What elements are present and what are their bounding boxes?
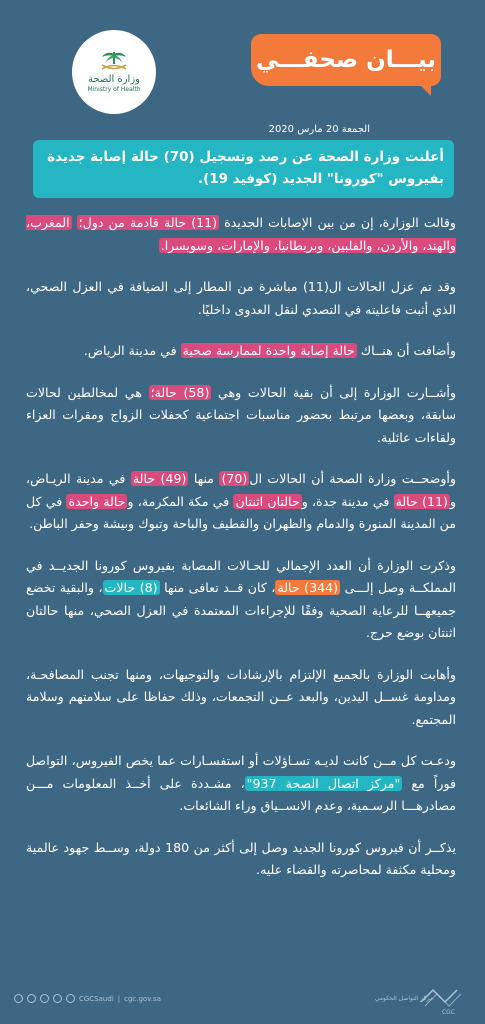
paragraph-9: يذكــر أن فيروس كورونا الجديد وصل إلى أكثر من 180 دولة، وســط جهود عالمية ومحلية مكثفة لمحاصرته والقضاء عليه. <box>26 839 456 877</box>
text-run: وأضافت أن هنــاك <box>356 343 456 358</box>
paragraph-5 <box>26 468 456 536</box>
text-run: في مدينة جدة، و <box>301 493 394 509</box>
instagram-icon[interactable] <box>40 994 49 1003</box>
cgc-abbr: CGC <box>441 1009 455 1016</box>
highlight-orange: (344) حالة <box>277 580 339 595</box>
ministry-of-health-logo <box>72 30 156 114</box>
highlight-pink: (58) حالة؛ <box>150 384 210 400</box>
highlight-pink: (11) حالة <box>395 493 448 509</box>
cgc-logo <box>415 982 467 1016</box>
text-run: في مكة المكرمة، و <box>127 493 234 509</box>
youtube-icon[interactable] <box>53 994 62 1003</box>
highlight-pink: حالة واحدة <box>68 493 126 509</box>
paragraph-1 <box>26 212 456 257</box>
twitter-icon[interactable] <box>14 994 23 1003</box>
highlight-pink: (11) حالة قادمة من دول؛ <box>78 215 218 230</box>
text-run: وذكرت الوزارة أن العدد الإجمالي للحـالات المصابة بفيروس كورونا الجديــد في المملكــة وصل إلـــى <box>26 557 457 595</box>
highlight-teal: "مركز اتصال الصحة 937" <box>246 775 401 791</box>
highlight-pink: حالتان اثنتان <box>235 493 300 509</box>
facebook-icon[interactable] <box>27 994 36 1003</box>
page-title: بيـــان صحفـــي <box>255 47 437 73</box>
logo-arabic-text: وزارة الصحة <box>88 74 140 85</box>
text-run: وأشــارت الوزارة إلى أن بقية الحالات وهي <box>211 384 456 400</box>
logo-english-text: Ministry of Health <box>87 86 141 93</box>
paragraph-4 <box>26 382 456 450</box>
text-run: وقالت الوزارة، إن من بين الإصابات الجديدة <box>219 215 456 230</box>
press-release-title-badge <box>251 34 441 86</box>
text-run: في مدينة الرياض. <box>83 343 181 358</box>
release-date: الجمعة 20 مارس 2020 <box>268 124 370 135</box>
highlight-pink: (49) حالة <box>132 471 187 486</box>
headline-box <box>33 140 454 198</box>
headline-text: أعلنت وزارة الصحة عن رصد وتسجيل (70) حالة إصابة جديدة بفيروس "كورونا" الجديد (كوفيد 19). <box>47 149 444 187</box>
text-run: ودعـت كل مــن كانت لديـه تسـاؤلات أو استفسـارات عما يخص الفيروس، التواصل فوراً مع <box>26 753 456 791</box>
text-run: هي لمخالطين لحالات سابقة، وبعضها مرتبط بحضور مناسبات اجتماعية كحفلات الزواج ومقرات العزاء ولقاءات عائلية. <box>26 384 456 445</box>
palm-swords-icon <box>94 50 134 72</box>
text-run: وأوضحــت وزارة الصحة أن الحالات ال <box>249 471 456 486</box>
highlight-pink: المغرب، والهند، والأردن، والفلبين، وبريطانيا، والإمارات، وسويسرا. <box>26 215 456 253</box>
text-run: ، كان قــد تعافى منها <box>159 580 276 595</box>
text-run: ، مشـددة على أخــذ المعلومات مـــن مصادرهـــا الرسـمية، وعدم الانســياق وراء الشائعات. <box>26 775 456 813</box>
text-run: في مدينة الريـاض، و <box>26 471 456 509</box>
footer-social <box>14 994 161 1003</box>
cgc-name: مركز التواصل الحكومي <box>374 995 433 1002</box>
paragraph-3 <box>26 340 456 363</box>
text-run: في كل من المدينة المنورة والدمام والظهران والقطيف والباحة وتبوك وبيشة وحفر الباطن. <box>26 493 456 531</box>
footer <box>0 980 485 1024</box>
highlight-teal: (8) حالات <box>104 580 158 595</box>
text-run <box>72 215 77 230</box>
footer-separator: | <box>117 994 121 1003</box>
paragraph-7: وأهابت الوزارة بالجميع الإلتزام بالإرشادات والتوجيهات، ومنها تجنب المصافحـة، ومداومة غســل اليدين، والبعد عــن التجمعات، وذلك حفاظا على سلامتهم وسلامة المجتمع. <box>26 666 456 727</box>
title-badge-tail <box>417 82 431 96</box>
paragraph-8 <box>26 750 456 818</box>
website-link[interactable]: cgc.gov.sa <box>124 994 161 1003</box>
highlight-pink: (70) <box>221 471 248 486</box>
text-run: منها <box>188 471 220 486</box>
article-body <box>26 212 456 901</box>
paragraph-6 <box>26 555 456 645</box>
paragraph-2: وقد تم عزل الحالات ال(11) مباشرة من المطار إلى الضيافة في العزل الصحي، الذي أثبت فاعليته في التصدي لنقل العدوى داخليًا. <box>26 279 456 317</box>
social-handle[interactable]: CGCSaudi <box>79 994 114 1003</box>
text-run: ، والبقية تخضع جميعهــا للرعاية الصحية وفقًا للإجراءات المعتمدة في العزل الصحي، منها حالتان اثنتان بوضع حرج. <box>26 580 456 640</box>
snapchat-icon[interactable] <box>66 994 75 1003</box>
highlight-pink: حالة إصابة واحدة لممارسة صحية <box>182 343 355 358</box>
